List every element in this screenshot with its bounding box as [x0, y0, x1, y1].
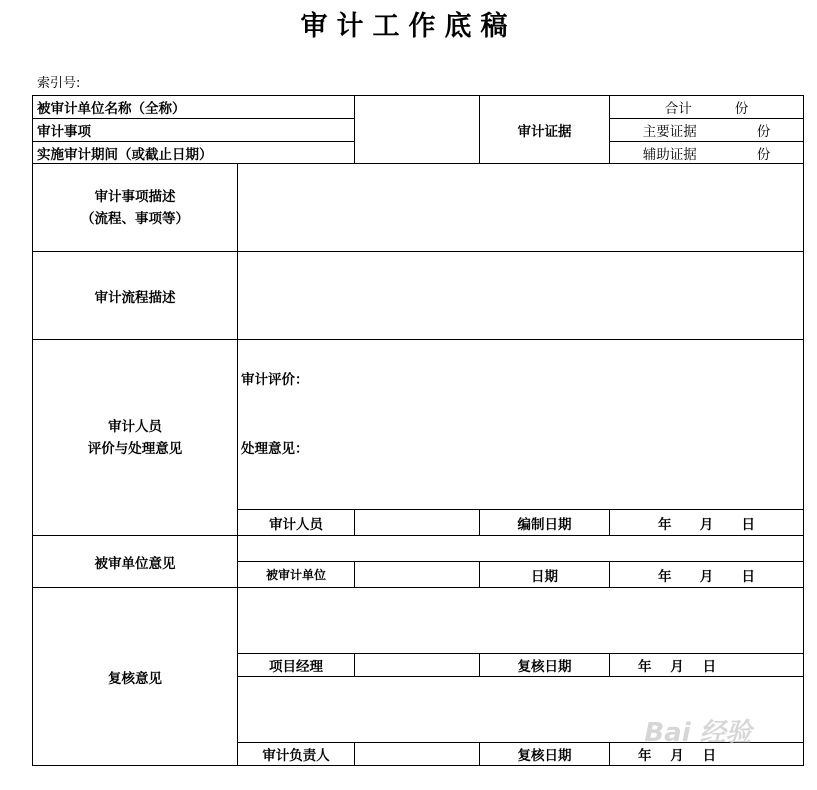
head-review-date-field[interactable]: 年 月 日	[638, 748, 717, 764]
process-description-field[interactable]	[238, 252, 803, 339]
evidence-total-copies[interactable]: 合计 份	[664, 101, 749, 117]
index-number-label: 索引号:	[37, 76, 81, 91]
evidence-main-copies[interactable]: 主要证据 份	[642, 124, 771, 140]
audit-evaluation-label: 审计评价：	[241, 372, 309, 388]
audit-head-label: 审计负责人	[262, 748, 330, 764]
pm-review-date-label: 复核日期	[517, 659, 572, 675]
auditee-name-label: 被审计单位名称（全称）	[37, 101, 186, 117]
auditee-opinion-field[interactable]	[238, 536, 803, 561]
auditor-opinion-line1: 审计人员	[108, 418, 162, 435]
auditor-signature-label: 审计人员	[269, 516, 323, 533]
audit-matter-label: 审计事项	[37, 124, 91, 140]
matter-description-line2: （流程、事项等）	[81, 210, 189, 227]
evidence-aux-copies[interactable]: 辅助证据 份	[642, 146, 771, 163]
auditee-unit-field[interactable]	[355, 562, 479, 587]
handling-opinion-label: 处理意见：	[241, 441, 309, 457]
auditee-name-field[interactable]	[355, 96, 479, 118]
auditor-opinion-label	[33, 340, 237, 535]
head-review-date-label: 复核日期	[517, 748, 572, 764]
audit-matter-field[interactable]	[355, 119, 479, 141]
audit-head-field[interactable]	[355, 743, 479, 765]
auditee-opinion-label: 被审单位意见	[94, 555, 176, 572]
matter-description-field[interactable]	[238, 164, 803, 251]
review-opinion-label: 复核意见	[108, 670, 162, 687]
auditee-unit-label: 被审计单位	[265, 568, 326, 582]
auditee-date-field[interactable]: 年 月 日	[658, 568, 755, 585]
matter-description-line1: 审计事项描述	[94, 188, 176, 205]
auditee-date-label: 日期	[531, 568, 558, 585]
page-title: 审计工作底稿	[300, 11, 517, 42]
auditor-opinion-line2: 评价与处理意见	[87, 440, 183, 457]
prepared-date-field[interactable]: 年 月 日	[658, 516, 755, 533]
process-description-label: 审计流程描述	[94, 289, 176, 306]
audit-period-label: 实施审计期间（或截止日期）	[37, 146, 213, 163]
audit-period-field[interactable]	[355, 142, 479, 163]
matter-description-label	[33, 164, 237, 251]
auditor-signature-field[interactable]	[355, 510, 479, 535]
watermark-logo: Bai 经验	[644, 717, 752, 748]
pm-review-field[interactable]	[238, 588, 803, 653]
pm-review-date-field[interactable]: 年 月 日	[638, 659, 717, 675]
project-manager-label: 项目经理	[269, 659, 323, 675]
audit-evidence-label: 审计证据	[517, 123, 572, 140]
project-manager-field[interactable]	[355, 654, 479, 676]
prepared-date-label: 编制日期	[517, 516, 572, 533]
